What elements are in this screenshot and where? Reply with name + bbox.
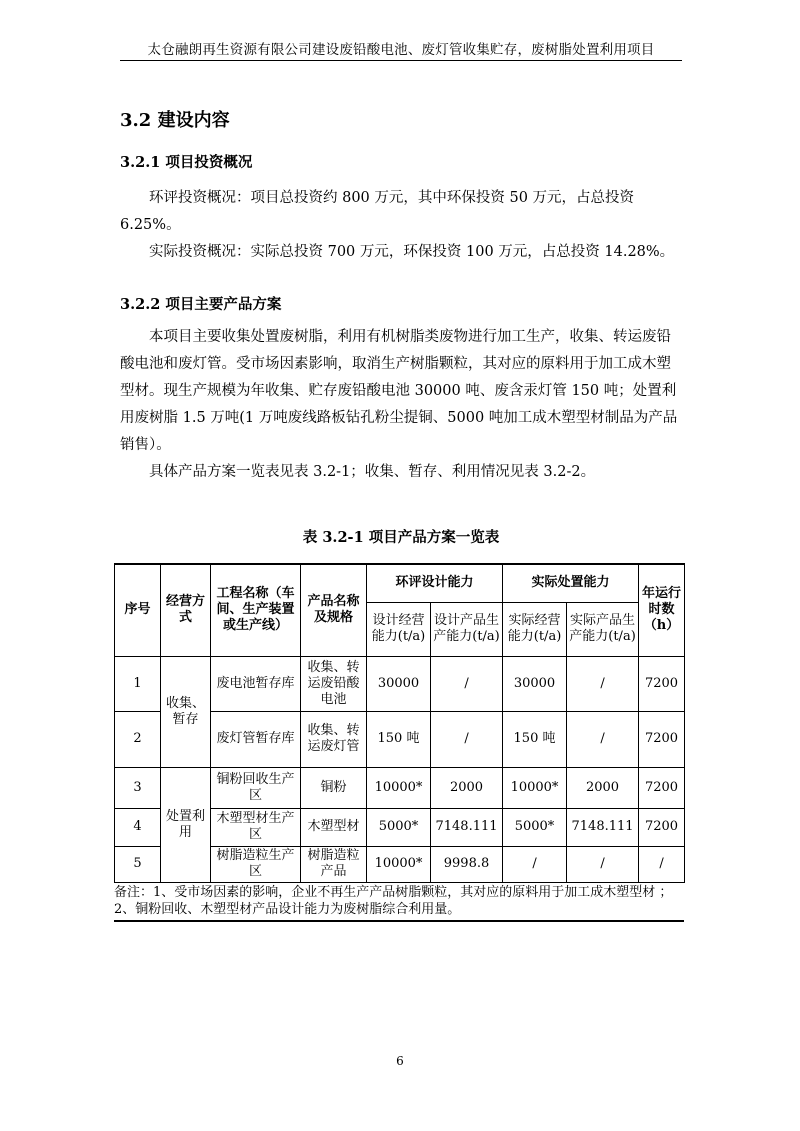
- cell-product: 铜粉: [301, 767, 367, 808]
- cell-eia-op: 10000*: [367, 767, 431, 808]
- cell-product: 收集、转运废灯管: [301, 711, 367, 767]
- cell-project: 废电池暂存库: [211, 656, 301, 711]
- table-reference-paragraph: 具体产品方案一览表见表 3.2-1；收集、暂存、利用情况见表 3.2-2。: [149, 464, 596, 480]
- cell-seq: 2: [115, 711, 161, 767]
- cell-product: 收集、转运废铅酸电池: [301, 656, 367, 711]
- cell-eia-op: 150 吨: [367, 711, 431, 767]
- cell-project: 废灯管暂存库: [211, 711, 301, 767]
- cell-project: 树脂造粒生产区: [211, 846, 301, 882]
- cell-eia-prod: /: [431, 656, 503, 711]
- header-project: 工程名称（车间、生产装置或生产线）: [211, 564, 301, 656]
- eia-investment-paragraph: 环评投资概况：项目总投资约 800 万元，其中环保投资 50 万元，占总投资 6.25%。: [120, 190, 635, 233]
- cell-act-op: 10000*: [503, 767, 567, 808]
- cell-act-prod: /: [567, 846, 639, 882]
- header-actual-production: 实际产品生产能力(t/a): [567, 602, 639, 656]
- subsection-product-title: 3.2.2 项目主要产品方案: [120, 296, 282, 313]
- note-line-1: 备注：1、受市场因素的影响，企业不再生产产品树脂颗粒，其对应的原料用于加工成木塑型材 ；: [114, 885, 673, 900]
- cell-eia-op: 10000*: [367, 846, 431, 882]
- cell-eia-prod: 7148.111: [431, 808, 503, 846]
- cell-seq: 4: [115, 808, 161, 846]
- cell-act-prod: /: [567, 711, 639, 767]
- cell-act-prod: /: [567, 656, 639, 711]
- header-hours: 年运行时数（h）: [639, 564, 685, 656]
- cell-eia-prod: 2000: [431, 767, 503, 808]
- note-line-2: 2、铜粉回收、木塑型材产品设计能力为废树脂综合利用量。: [114, 902, 461, 917]
- table-row: [115, 767, 685, 808]
- cell-product: 木塑型材: [301, 808, 367, 846]
- header-eia-capacity: 环评设计能力: [367, 564, 503, 602]
- cell-mode-group: 收集、暂存: [161, 656, 211, 767]
- subsection-investment-title: 3.2.1 项目投资概况: [120, 154, 253, 171]
- cell-project: 木塑型材生产区: [211, 808, 301, 846]
- table-row: [115, 656, 685, 711]
- cell-act-op: 150 吨: [503, 711, 567, 767]
- cell-eia-prod: 9998.8: [431, 846, 503, 882]
- cell-act-prod: 7148.111: [567, 808, 639, 846]
- header-mode: 经营方式: [161, 564, 211, 656]
- header-rule: [120, 60, 682, 61]
- cell-act-op: 30000: [503, 656, 567, 711]
- product-plan-table: [114, 563, 685, 883]
- table-title: 表 3.2-1 项目产品方案一览表: [302, 529, 500, 546]
- cell-eia-op: 30000: [367, 656, 431, 711]
- cell-eia-prod: /: [431, 711, 503, 767]
- cell-seq: 1: [115, 656, 161, 711]
- header-seq: 序号: [115, 564, 161, 656]
- actual-investment-paragraph: 实际投资概况：实际总投资 700 万元，环保投资 100 万元，占总投资 14.28%。: [149, 244, 675, 260]
- cell-act-op: 5000*: [503, 808, 567, 846]
- cell-hours: 7200: [639, 711, 685, 767]
- header-eia-production: 设计产品生产能力(t/a): [431, 602, 503, 656]
- cell-eia-op: 5000*: [367, 808, 431, 846]
- cell-hours: 7200: [639, 767, 685, 808]
- cell-seq: 3: [115, 767, 161, 808]
- cell-seq: 5: [115, 846, 161, 882]
- table-notes: [114, 884, 684, 922]
- header-product: 产品名称及规格: [301, 564, 367, 656]
- cell-act-prod: 2000: [567, 767, 639, 808]
- running-header: 太仓融朗再生资源有限公司建设废铅酸电池、废灯管收集贮存，废树脂处置利用项目: [147, 42, 655, 58]
- cell-mode-group: 处置利用: [161, 767, 211, 882]
- investment-text: [120, 185, 682, 266]
- product-plan-paragraph: 本项目主要收集处置废树脂，利用有机树脂类废物进行加工生产，收集、转运废铅酸电池和废灯管。受市场因素影响，取消生产树脂颗粒，其对应的原料用于加工成木塑型材。现生产规模为年收集、贮存废铅酸电池 30000 吨、废含汞灯管 150 吨；处置利用废树脂 1.5 万吨(1 万吨废线路板钻孔粉尘提铜、5000 吨加工成木塑型材制品为产品销售）。: [120, 329, 678, 453]
- cell-hours: /: [639, 846, 685, 882]
- cell-product: 树脂造粒产品: [301, 846, 367, 882]
- cell-act-op: /: [503, 846, 567, 882]
- header-eia-operation: 设计经营能力(t/a): [367, 602, 431, 656]
- header-actual-capacity: 实际处置能力: [503, 564, 639, 602]
- cell-project: 铜粉回收生产区: [211, 767, 301, 808]
- section-title: 3.2 建设内容: [120, 110, 230, 131]
- page-number: 6: [396, 1054, 404, 1068]
- cell-hours: 7200: [639, 808, 685, 846]
- cell-hours: 7200: [639, 656, 685, 711]
- product-text: [120, 324, 682, 486]
- header-actual-operation: 实际经营能力(t/a): [503, 602, 567, 656]
